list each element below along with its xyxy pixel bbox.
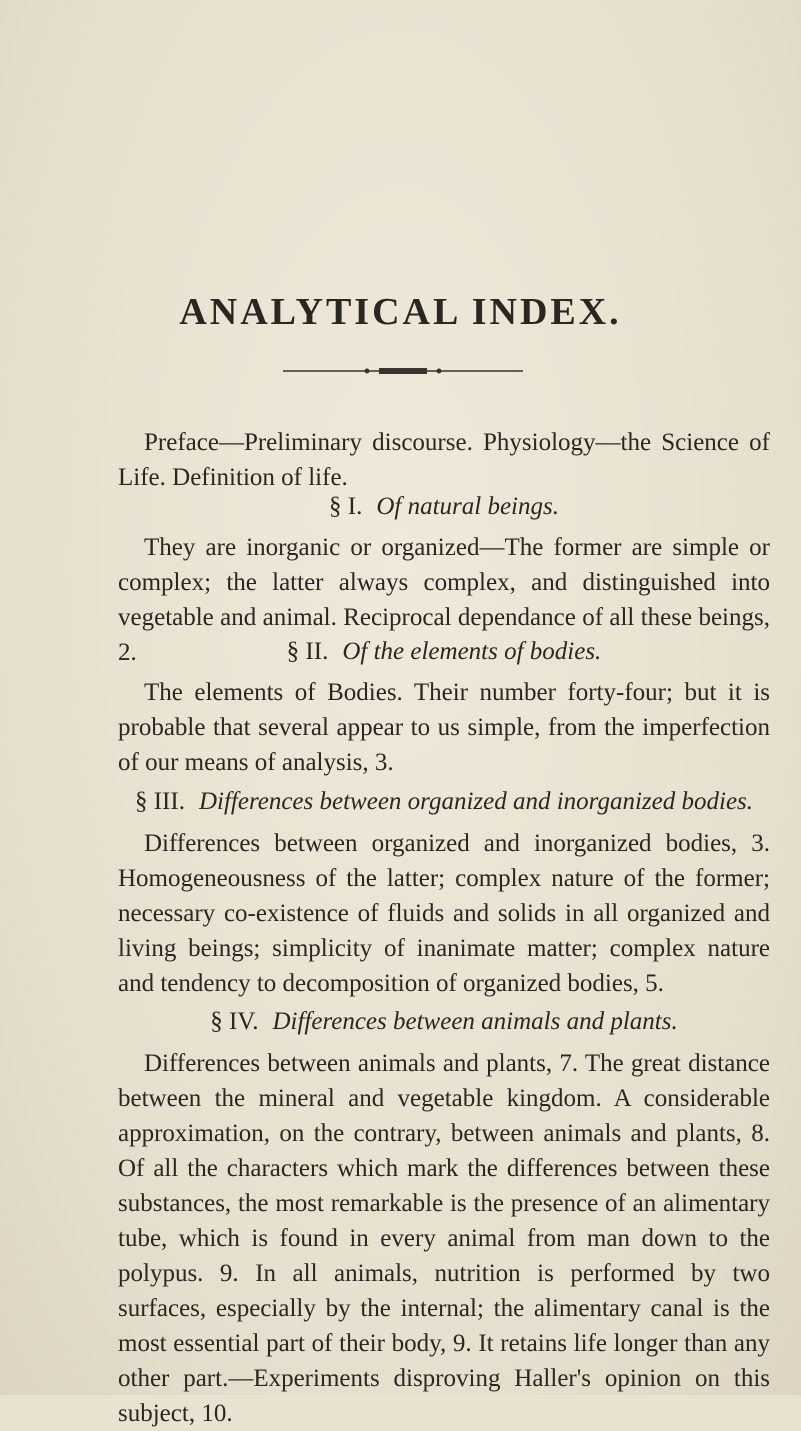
section-title: Differences between organized and inorganized bodies. bbox=[198, 788, 754, 815]
section-heading-1 bbox=[118, 493, 770, 521]
section-mark: § II. bbox=[286, 638, 329, 665]
section-text: They are inorganic or organized—The former are simple or complex; the latter always complex, and distinguished into vegetable and animal. Reciprocal dependance of all these beings, 2. bbox=[118, 534, 770, 666]
section-heading-3 bbox=[118, 788, 770, 816]
section-body-4 bbox=[118, 1046, 770, 1431]
section-title: Of natural beings. bbox=[376, 493, 559, 520]
preface-text: Preface—Preliminary discourse. Physiology—the Science of Life. Definition of life. bbox=[118, 429, 770, 491]
preface-entry bbox=[118, 425, 770, 495]
ornamental-rule bbox=[283, 368, 523, 374]
section-title: Of the elements of bodies. bbox=[342, 638, 602, 665]
section-text: Differences between animals and plants, 7. The great distance between the mineral and vegetable kingdom. A considerable approximation, on the contrary, between animals and plants, 8. Of all the characters which mark the differences between these substances, the most remarkable is the presence of an alimentary tube, which is found in every animal from man down to the polypus. 9. In all animals, nutrition is performed by two surfaces, especially by the internal; the alimentary canal is the most essential part of their body, 9. It retains life longer than any other part.—Experiments disproving Haller's opinion on this subject, 10. bbox=[118, 1050, 770, 1427]
section-text: The elements of Bodies. Their number forty-four; but it is probable that several appear to us simple, from the imperfection of our means of analysis, 3. bbox=[118, 679, 770, 776]
section-text: Differences between organized and inorganized bodies, 3. Homogeneousness of the latter; complex nature of the former; necessary co-existence of fluids and solids in all organized and living beings; simplicity of inanimate matter; complex nature and tendency to decomposition of organized bodies, 5. bbox=[118, 830, 770, 997]
page-title: ANALYTICAL INDEX. bbox=[179, 291, 622, 333]
section-heading-4 bbox=[118, 1008, 770, 1036]
section-body-3 bbox=[118, 826, 770, 1001]
section-mark: § IV. bbox=[210, 1008, 259, 1035]
section-mark: § I. bbox=[329, 493, 363, 520]
section-body-2 bbox=[118, 675, 770, 780]
section-heading-2 bbox=[118, 638, 770, 666]
section-title: Differences between animals and plants. bbox=[272, 1008, 678, 1035]
section-mark: § III. bbox=[134, 788, 185, 815]
